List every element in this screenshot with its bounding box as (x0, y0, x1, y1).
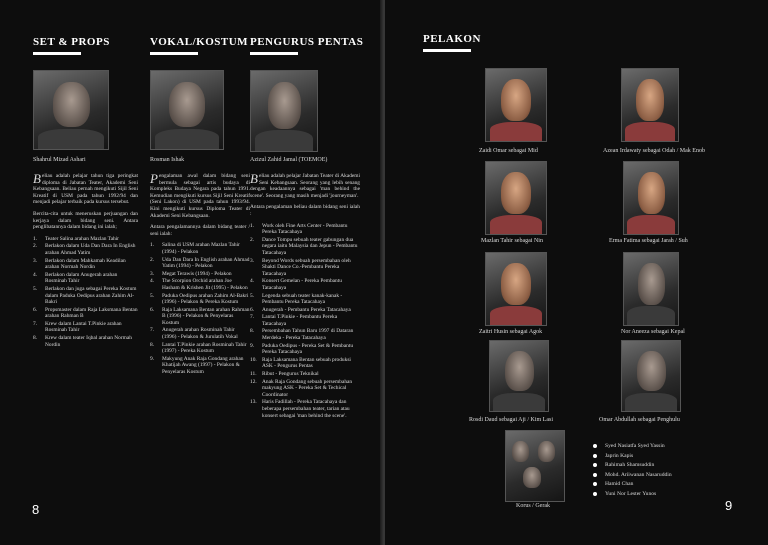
portrait-photo (33, 70, 109, 150)
title-rule (33, 52, 81, 55)
list-item: 4. Berlakon dalam Anugerah arahan Rosminah Tahir (33, 271, 118, 285)
bio-column-pengurus-pentas (250, 173, 360, 420)
photo-caption: Shahrul Mizad Ashari (33, 157, 86, 163)
list-item: 7. Lantai T.Pinkie - Pembantu Pereka Tatacahaya (250, 314, 338, 327)
bio-paragraph: Antara pengalamannya dalam bidang teater / seni ialah: (150, 224, 250, 237)
list-item: 4. The Scorpion Orchid arahan Joe Hasham & Krishen Jit (1995) - Pelakon (150, 278, 248, 291)
korus-caption: Korus / Gerak (516, 503, 550, 509)
section-title-vokal-kostum: VOKAL/KOSTUM (150, 36, 249, 48)
section-title-pelakon: PELAKON (423, 33, 481, 45)
list-item: 8. Persembahan Tahun Baru 1997 di Dataran Merdeka - Pereka Tatacahaya (250, 328, 354, 342)
cast-caption: Zaitri Husin sebagai Agok (479, 329, 543, 335)
list-item: 6. Anugerah - Pembantu Pereka Tatacahaya (250, 306, 351, 313)
list-item: 11. Ribut - Pengurus Teknikal (250, 371, 319, 378)
credits-list (33, 236, 138, 349)
cast-caption: Zaidi Omar sebagai Mid (479, 148, 538, 154)
left-page (0, 0, 383, 545)
cast-photo (489, 340, 549, 412)
bio-paragraph: Beliau adalah pelajar tahun tiga peringkat diploma di Jabatan Teater, Akademi Seni Kebangsaan. Beliau pernah mengikuti Sijil Seni Kreatif di USM pada tahun 1992/94 dan menjadi pelajar terbaik pada kursus tersebut. (33, 171, 138, 206)
list-item: 9. Paduka Oedipus - Pereka Set & Pembantu Pereka Tatacahaya (250, 342, 354, 356)
list-item: 4. Konsert Gemelan - Pereka Pembantu Tatacahaya (250, 278, 342, 291)
list-item: 6. Raja Laksamana Bentan arahan Rahman B (1996) - Pelakon & Penyelaras Kostum (150, 306, 250, 326)
title-rule (150, 52, 198, 55)
list-item: Rahimah Shamsuddin (593, 462, 672, 468)
cast-photo (485, 252, 547, 326)
list-item: 8. Lantai T.Pinkie arahan Rosminah Tahir (1997) - Pereka Kostum (150, 341, 247, 355)
bio-paragraph: Pengalaman awal dalam bidang seni bermula sebagai artis budaya di Kompleks Budaya Negara pada tahun 1991. Kemudian mengikuti kursus Sijil Seni Kreatif (Seni Lakon) di USM pada tahun 1993/94. Kini mengikuti kursus Diploma Teater di Akademi Seni Kebangsaan. (150, 171, 250, 219)
bio-paragraph: Antara pengalaman beliau dalam bidang seni ialah : (250, 204, 360, 217)
bio-paragraph: Bercita-cita untuk meneruskan perjuangan dan kerjaya dalam bidang seni. Antara penglibatannya dalam bidang ini ialah; (33, 210, 138, 231)
list-item: Mohd. Ariiwanan Nasaruddin (593, 472, 672, 478)
list-item: 5. Legenda sebuah teater kanak-kanak - Pembantu Pereka Tatacahaya (250, 292, 343, 306)
list-item: 3. Beyond Words sebuah persembahan oleh Shakti Dance Co.-Pembantu Pereka Tatacahaya (250, 257, 351, 277)
title-rule (250, 52, 298, 55)
right-page (385, 0, 768, 545)
list-item: 3. Megat Terawis (1994) - Pelakon (150, 270, 232, 277)
list-item: 1. Salina di USM arahan Mazlan Tahir (1994) - Pelakon (150, 242, 240, 255)
list-item: 13. Haris Fadillah - Pereka Tatacahaya dan beberapa persembahan teater, tarian atau konsert sebagai 'man behind the scene'. (250, 399, 350, 419)
list-item: Hamid Chan (593, 481, 672, 487)
list-item: 7. Krew dalam Lantai T.Pinkie arahan Rosminah Tahir (33, 320, 122, 334)
list-item: Yuni Nor Lester Yunos (593, 491, 672, 497)
photo-caption: Azizul Zahid Jamal (TOEMOE) (250, 157, 328, 163)
cast-photo (485, 161, 547, 235)
list-item: 3. Berlakon dalam Mahkamah Keadilan arahan Normah Nordin (33, 257, 126, 271)
list-item: 12. Anak Raja Gondang sebuah persembahan makyung ASK - Pereka Set & Techical Coordinator (250, 378, 353, 398)
cast-photo (485, 68, 547, 142)
cast-caption: Rosdi Daud sebagai Aji / Kim Lasi (469, 417, 553, 423)
page-number: 9 (725, 498, 733, 513)
section-title-pengurus-pentas: PENGURUS PENTAS (250, 36, 364, 48)
cast-photo (621, 340, 681, 412)
list-item: 2. Dance Tompu sebuah teater gabungan dua negara iaitu Malaysia dan Jepun - Pembantu Tatacahaya (250, 236, 358, 256)
portrait-photo (250, 70, 318, 152)
list-item: 6. Propsmaster dalam Raja Laksmana Bentan arahan Rahman B (33, 306, 138, 320)
cast-photo (623, 252, 679, 326)
title-rule (423, 49, 471, 52)
list-item: 9. Makyung Anak Raja Gondang arahan Khatijah Awang (1997) - Pelakon & Penyelaras Kostum (150, 355, 244, 376)
list-item: 2. Uda Dan Dara In English arahan Ahmad Yatim (1994) - Pelakon (150, 256, 250, 270)
list-item: 2. Berlakon dalam Uda Dan Dara In English arahan Ahmad Yatim (33, 243, 136, 256)
list-item: 1. Work oleh Fine Arts Center - Pembantu Pereka Tatacahaya (250, 222, 348, 236)
portrait-photo (150, 70, 224, 150)
cast-caption: Azean Irdawaty sebagai Odah / Mak Enob (603, 148, 705, 154)
cast-photo (621, 68, 679, 142)
cast-caption: Nor Aneeza sebagai Kepal (621, 329, 685, 335)
list-item: Japrin Kapis (593, 453, 672, 459)
cast-photo (623, 161, 679, 235)
cast-caption: Erma Fatima sebagai Jarah / Suh (609, 238, 688, 244)
bio-column-set-props (33, 173, 138, 349)
list-item: 1. Teater Salina arahan Mazlan Tahir (33, 235, 119, 242)
photo-caption: Rosman Ishak (150, 157, 185, 163)
cast-caption: Mazlan Tahir sebagai Nin (481, 238, 543, 244)
credits-list (150, 242, 250, 375)
bio-paragraph: Beliau adalah pelajar Jabatan Teater di Akademi Seni Kebangsaan. Seorang yang lebih senang dengan keadaannya sebagai 'man behind the scene'. Seorang yang masih menjadi 'journeyman'. (250, 171, 360, 199)
korus-group-photo (505, 430, 565, 502)
section-title-set-props: SET & PROPS (33, 36, 110, 48)
cast-caption: Omar Abdullah sebagai Penghulu (599, 417, 680, 423)
list-item: 10. Raja Laksamana Bentan sebuah produksi ASK - Pengurus Pentas (250, 356, 351, 370)
page-number: 8 (32, 502, 40, 517)
credits-list (250, 223, 360, 420)
bio-column-vokal-kostum (150, 173, 250, 377)
list-item: 5. Paduka Oedipus arahan Zahim Al-Bakri (1996) - Pelakon & Pereka Kostum (150, 292, 249, 306)
list-item: 8. Krew dalam teater Iqbal arahan Normah Nordin (33, 335, 132, 348)
list-item: 5. Berlakon dan juga sebagai Pereka Kostum dalam Paduka Oedipus arahan Zahim Al-Bakri (33, 285, 137, 306)
list-item: 7. Anugerah arahan Rosminah Tahir (1996) - Pelakon & Jurulatih Vokal (150, 327, 238, 341)
korus-member-list (593, 443, 672, 500)
list-item: Syed Nasiatfa Syed Yassin (593, 443, 672, 449)
